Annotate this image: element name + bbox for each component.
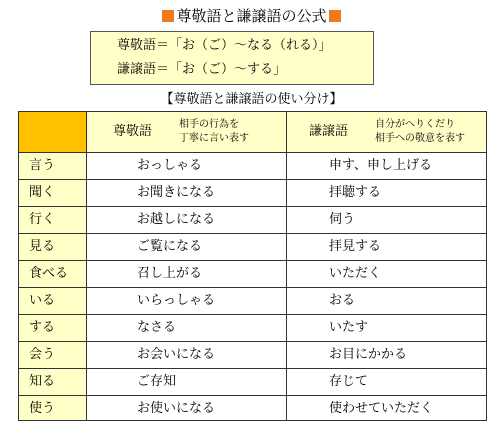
page-title	[0, 6, 503, 26]
table-row	[19, 180, 486, 207]
row-kenjougo: おる	[329, 293, 356, 308]
header-kenjougo-note-line: 相手への敬意を表す	[375, 133, 465, 144]
row-sonkeigo: いらっしゃる	[87, 288, 287, 314]
header-kenjougo-note-line: 自分がへりくだり	[375, 119, 455, 130]
usage-table	[18, 111, 487, 421]
row-kenjougo: いたす	[329, 320, 369, 335]
row-word: いる	[19, 288, 87, 314]
orange-square-icon	[162, 10, 174, 22]
row-word: 会う	[19, 342, 87, 368]
row-sonkeigo: なさる	[87, 315, 287, 341]
header-corner-cell	[19, 112, 87, 152]
row-word: 見る	[19, 234, 87, 260]
table-row	[19, 315, 486, 342]
row-sonkeigo: ご覧になる	[87, 234, 287, 260]
row-kenjougo: お目にかかる	[329, 347, 408, 362]
header-sonkeigo-note-line: 丁寧に言い表す	[179, 133, 249, 144]
orange-square-icon	[329, 10, 341, 22]
row-kenjougo: 伺う	[329, 212, 356, 227]
row-word: 言う	[19, 153, 87, 179]
header-sonkeigo-note-line: 相手の行為を	[179, 119, 239, 130]
header-sonkeigo-note	[179, 118, 249, 146]
table-header	[19, 112, 486, 153]
row-kenjougo: 拝聴する	[329, 185, 382, 200]
row-sonkeigo: お使いになる	[87, 396, 287, 420]
row-word: 使う	[19, 396, 87, 420]
kenjougo-formula: 謙譲語＝「お（ご）〜する」	[117, 62, 287, 77]
row-word: 聞く	[19, 180, 87, 206]
row-kenjougo: 申す、申し上げる	[329, 158, 432, 173]
row-kenjougo: 使わせていただく	[329, 401, 434, 416]
row-word: 知る	[19, 369, 87, 395]
table-row	[19, 369, 486, 396]
row-kenjougo: 拝見する	[329, 239, 382, 254]
table-row	[19, 234, 486, 261]
header-kenjougo-note	[375, 118, 465, 146]
row-sonkeigo: お会いになる	[87, 342, 287, 368]
row-word: 行く	[19, 207, 87, 233]
row-word: する	[19, 315, 87, 341]
table-row	[19, 342, 486, 369]
header-kenjougo-cell	[287, 112, 486, 152]
section-subtitle: 【尊敬語と謙譲語の使い分け】	[160, 92, 343, 107]
table-row	[19, 207, 486, 234]
table-row	[19, 396, 486, 420]
sonkeigo-formula: 尊敬語＝「お（ご）〜なる（れる）」	[117, 38, 332, 53]
row-sonkeigo: 召し上がる	[87, 261, 287, 287]
row-word: 食べる	[19, 261, 87, 287]
row-kenjougo: 存じて	[329, 374, 369, 389]
title-text: 尊敬語と謙譲語の公式	[176, 7, 327, 25]
table-row	[19, 153, 486, 180]
table-row	[19, 261, 486, 288]
row-kenjougo: いただく	[329, 266, 382, 281]
table-row	[19, 288, 486, 315]
header-kenjougo-label: 謙譲語	[309, 124, 349, 139]
row-sonkeigo: お聞きになる	[87, 180, 287, 206]
header-sonkeigo-label: 尊敬語	[113, 124, 153, 139]
row-sonkeigo: おっしゃる	[87, 153, 287, 179]
row-sonkeigo: お越しになる	[87, 207, 287, 233]
row-sonkeigo: ご存知	[87, 369, 287, 395]
header-sonkeigo-cell	[87, 112, 287, 152]
formula-box	[90, 31, 374, 85]
